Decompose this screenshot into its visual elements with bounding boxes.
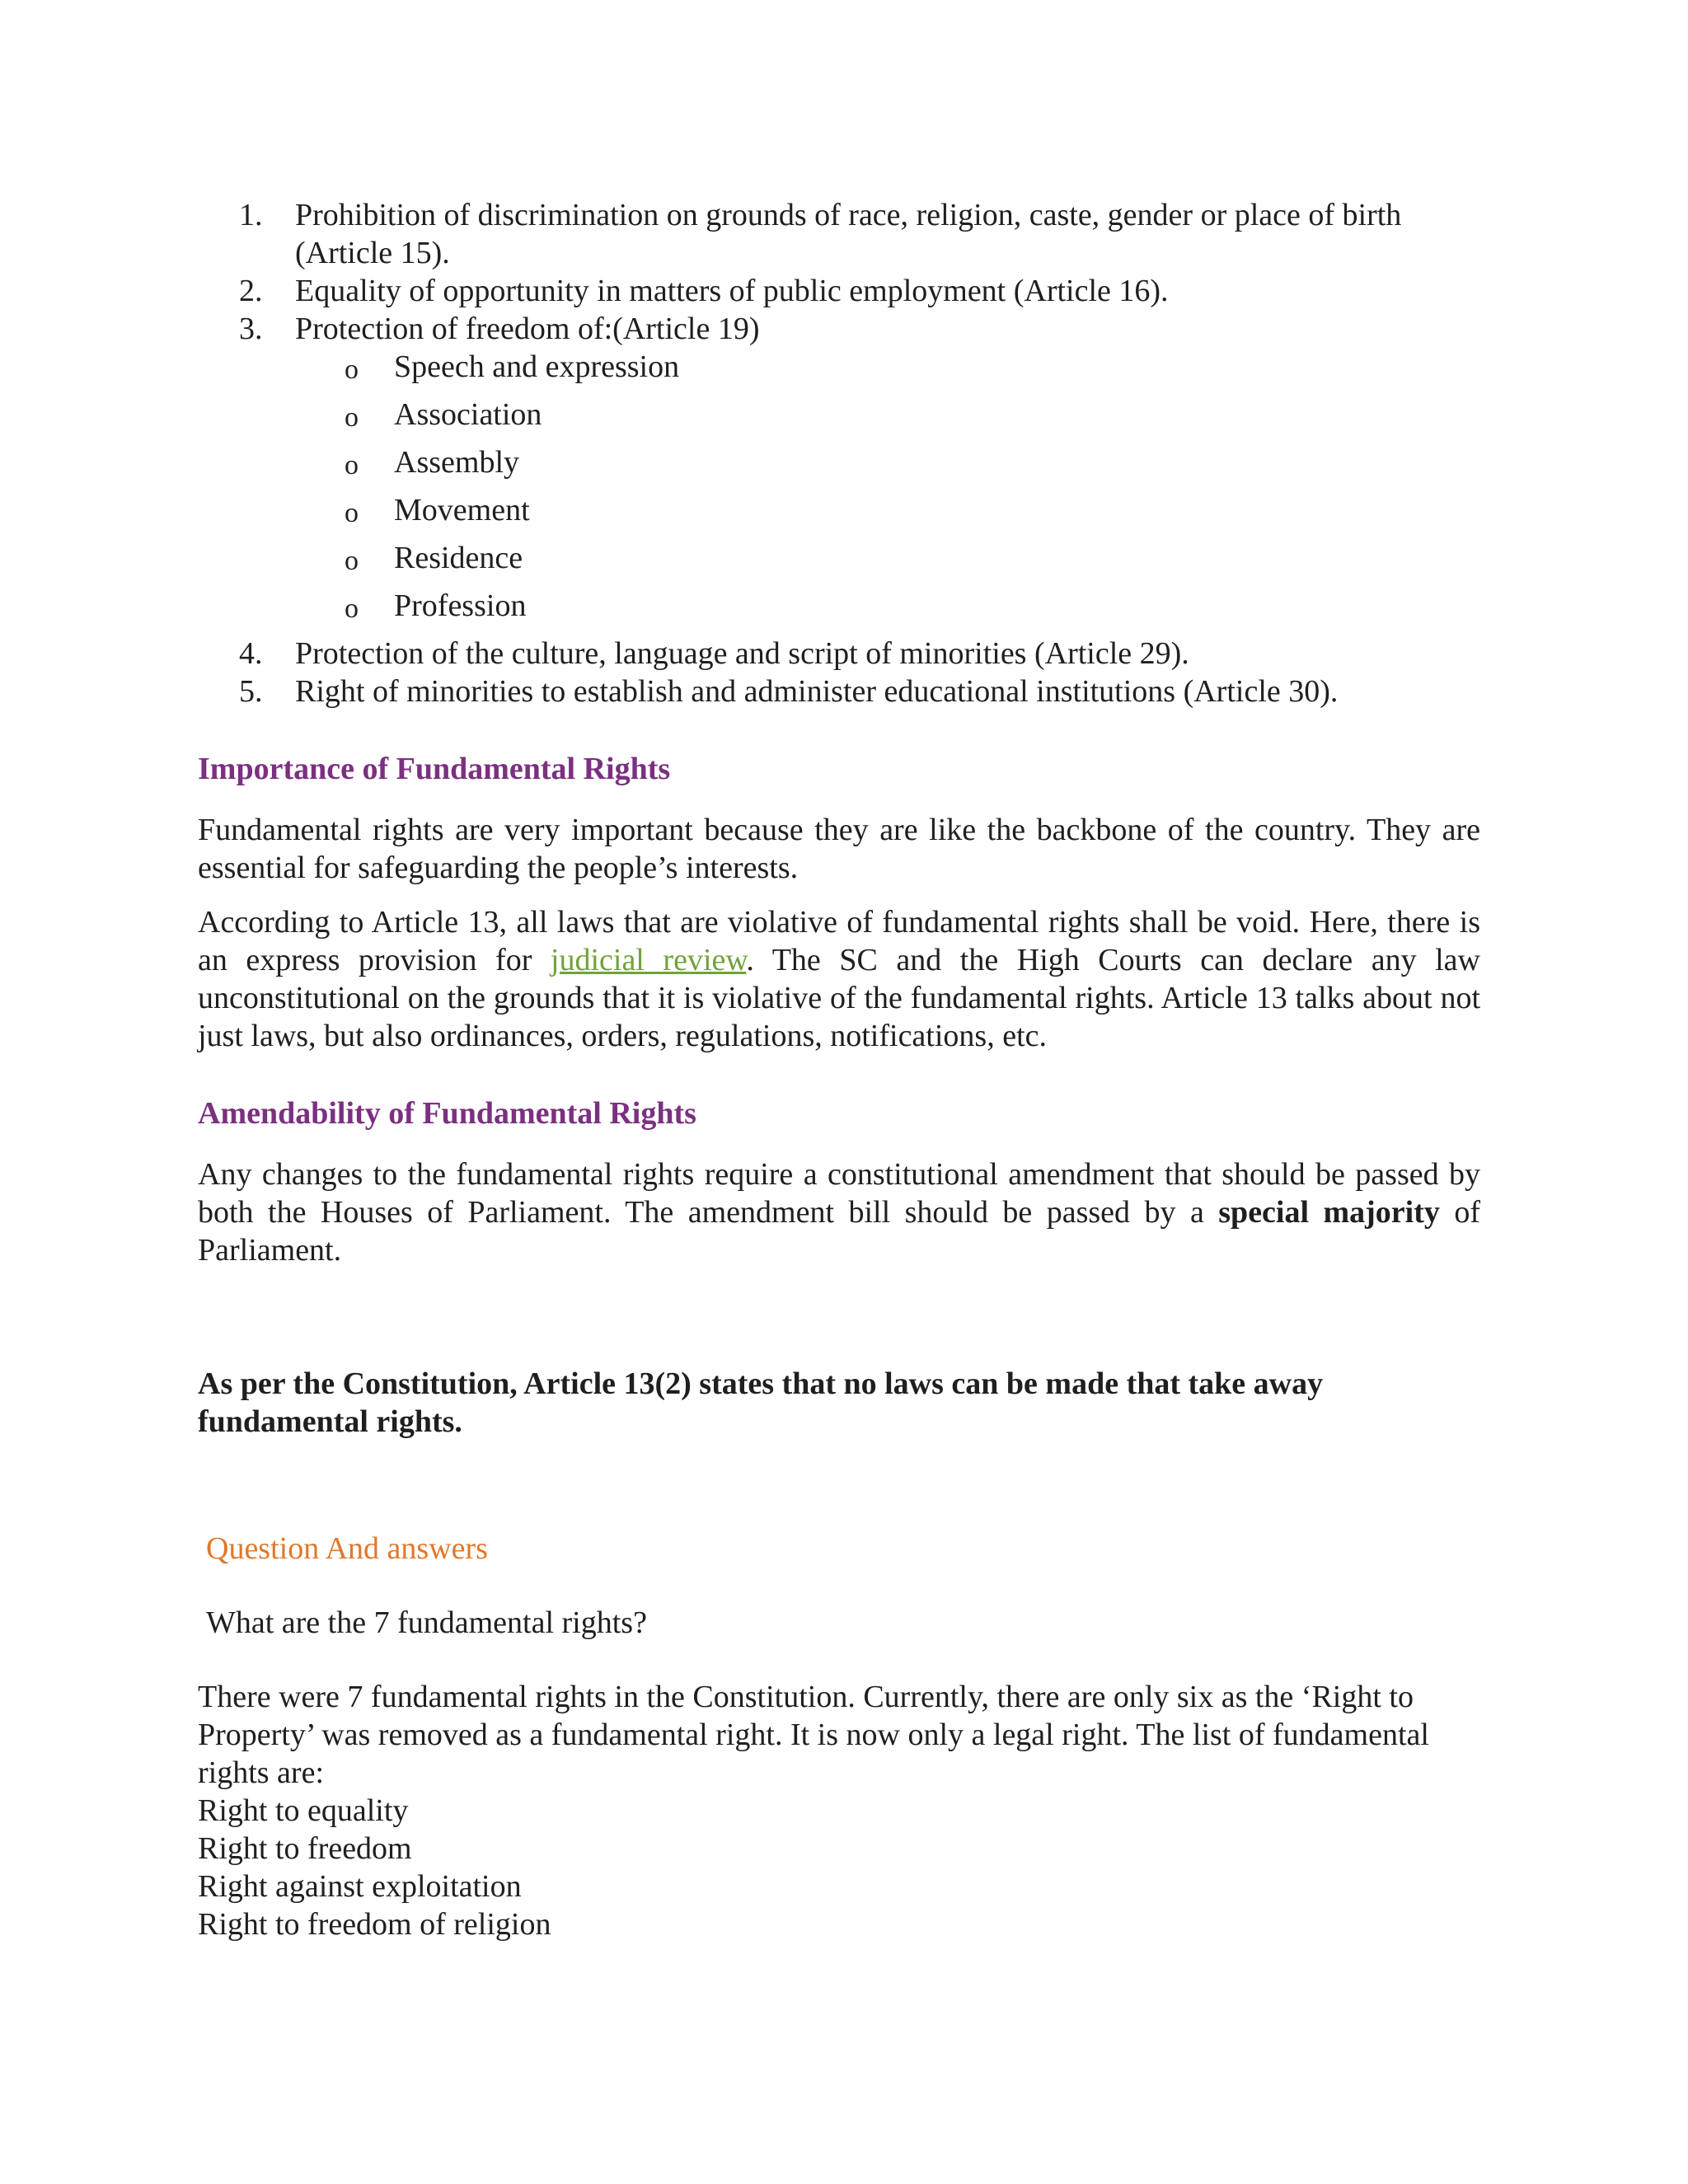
rights-list-item: Right to equality — [198, 1793, 409, 1828]
list-number: 3. — [239, 312, 263, 346]
amendability-text-after: of Parliament. — [198, 1195, 1480, 1268]
sub-list-item — [198, 539, 1480, 587]
sub-item-text: Association — [394, 397, 542, 432]
list-item — [198, 272, 1480, 310]
sub-item-text: Speech and expression — [394, 349, 680, 384]
fundamental-rights-list-continued — [198, 635, 1480, 710]
list-number: 5. — [239, 674, 263, 709]
article-13-2-statement: As per the Constitution, Article 13(2) states that no laws can be made that take away fundamental rights. — [198, 1366, 1324, 1439]
document-page — [198, 196, 1480, 1943]
list-item-text: Equality of opportunity in matters of public employment (Article 16). — [295, 274, 1169, 308]
importance-paragraph-1: Fundamental rights are very important because they are like the backbone of the country. They are essential for safeguarding the people’s interests. — [198, 813, 1480, 885]
list-item-text: Protection of the culture, language and script of minorities (Article 29). — [295, 636, 1189, 671]
importance-heading: Importance of Fundamental Rights — [198, 752, 671, 786]
list-item-text: Protection of freedom of:(Article 19) — [295, 312, 760, 346]
importance-p2-text-before: According to Article 13, all laws that are violative of fundamental rights shall be void. Here, there is an express provision for — [198, 905, 1480, 977]
circle-bullet-icon: o — [345, 498, 359, 528]
list-item — [198, 196, 1480, 272]
list-item — [198, 635, 1480, 673]
list-number: 2. — [239, 274, 263, 308]
judicial-review-link[interactable]: judicial review — [550, 943, 747, 977]
sub-list-item — [198, 396, 1480, 443]
rights-list-item: Right against exploitation — [198, 1869, 522, 1904]
amendability-heading: Amendability of Fundamental Rights — [198, 1096, 696, 1131]
sub-list-item — [198, 491, 1480, 539]
sub-item-text: Assembly — [394, 445, 519, 480]
freedom-sublist — [198, 348, 1480, 625]
list-item — [198, 673, 1480, 710]
list-number: 4. — [239, 636, 263, 671]
special-majority-bold: special majority — [1218, 1195, 1440, 1230]
importance-paragraph-2 — [198, 903, 1480, 1055]
qa-heading: Question And answers — [206, 1531, 488, 1566]
rights-list-item: Right to freedom — [198, 1831, 412, 1866]
rights-list — [198, 1792, 1480, 1943]
rights-list-item: Right to freedom of religion — [198, 1907, 551, 1942]
sub-item-text: Residence — [394, 541, 523, 575]
list-number: 1. — [239, 198, 263, 232]
circle-bullet-icon: o — [345, 402, 359, 433]
importance-p2-text-after: . The SC and the High Courts can declare any law unconstitutional on the grounds that it is violative of the fundamental rights. Article 13 talks about not just laws, but also ordinances, orders, regulations, notifications, etc. — [198, 943, 1480, 1053]
circle-bullet-icon: o — [345, 450, 359, 480]
list-item-text: Right of minorities to establish and administer educational institutions (Article 30). — [295, 674, 1339, 709]
sub-item-text: Movement — [394, 493, 530, 527]
list-item — [198, 310, 1480, 348]
amendability-paragraph — [198, 1155, 1480, 1269]
sub-list-item — [198, 348, 1480, 396]
sub-item-text: Profession — [394, 588, 527, 623]
circle-bullet-icon: o — [345, 354, 359, 385]
fundamental-rights-list — [198, 196, 1480, 348]
qa-answer: There were 7 fundamental rights in the Constitution. Currently, there are only six as the ‘Right to Property’ was removed as a fundamental right. It is now only a legal right. The list of fundamental rights are: — [198, 1680, 1429, 1790]
amendability-text-before: Any changes to the fundamental rights require a constitutional amendment that should be passed by both the Houses of Parliament. The amendment bill should be passed by a — [198, 1157, 1480, 1230]
circle-bullet-icon: o — [345, 593, 359, 624]
qa-question: What are the 7 fundamental rights? — [206, 1605, 647, 1640]
circle-bullet-icon: o — [345, 546, 359, 576]
sub-list-item — [198, 443, 1480, 491]
list-item-text: Prohibition of discrimination on grounds of race, religion, caste, gender or place of birth (Article 15). — [295, 198, 1402, 270]
sub-list-item — [198, 587, 1480, 625]
